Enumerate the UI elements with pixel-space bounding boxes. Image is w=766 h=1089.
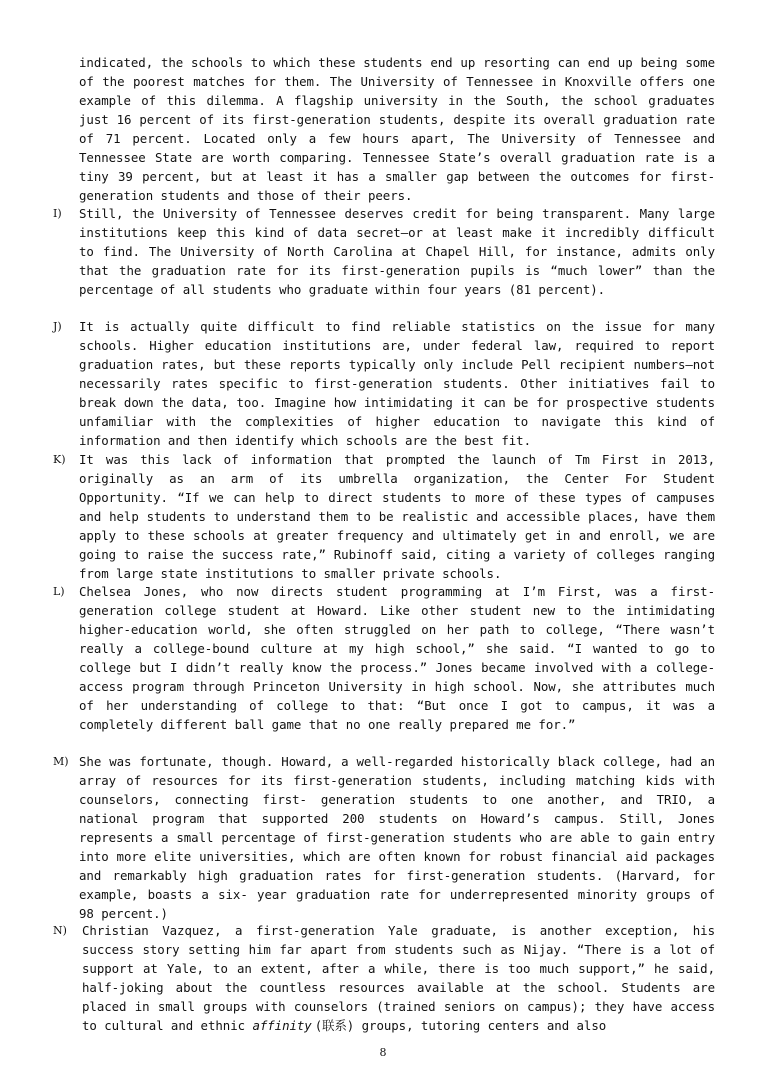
paragraph-j: It is actually quite difficult to find reliable statistics on the issue for many schools. Higher education institutions are, under federal law, required to report graduation rates, but these reports typically only include Pell recipient numbers—not necessarily rates specific to first-generation students. Other initiatives fail to break down the data, too. Imagine how intimidating it can be for prospective students unfamiliar with the complexities of higher education to navigate this kind of information and then identify which schools are the best fit. [79, 319, 715, 448]
paragraph-m: She was fortunate, though. Howard, a well-regarded historically black college, had an array of resources for its first-generation students, including matching kids with counselors, connecting first- generation students to one another, and TRIO, a national program that supported 200 students on Howard’s campus. Still, Jones represents a small percentage of first-generation students who are able to gain entry into more elite universities, which are often known for robust financial aid packages and remarkably high graduation rates for first-generation students. (Harvard, for example, boasts a six- year graduation rate for underrepresented minority groups of 98 percent.) [79, 754, 715, 921]
paragraph-n [82, 922, 715, 1036]
paragraph-letter-j: J) [53, 320, 62, 333]
paragraph-letter-l: L) [53, 585, 65, 598]
paragraph-n-text-before: Christian Vazquez, a first-generation Yale graduate, is another exception, his success story setting him far apart from students such as Nijay. “There is a lot of support at Yale, to an extent, after a while, there is too much support,” he said, half-joking about the countless resources available at the school. Students are placed in small groups with counselors (trained seniors on campus); they have access to cultural and ethnic [82, 923, 715, 1033]
paragraph-letter-m: M) [53, 755, 69, 768]
paragraph-letter-n: N) [53, 924, 67, 937]
paragraph-i: Still, the University of Tennessee deserves credit for being transparent. Many large institutions keep this kind of data secret—or at least make it incredibly difficult to find. The University of North Carolina at Chapel Hill, for instance, admits only that the graduation rate for its first-generation pupils is “much lower” than the percentage of all students who graduate within four years (81 percent). [79, 206, 715, 297]
paragraph-n-italic-word: affinity [252, 1017, 312, 1033]
paragraph-letter-k: K) [53, 453, 66, 466]
paragraph-l: Chelsea Jones, who now directs student programming at I’m First, was a first-generation college student at Howard. Like other student new to the intimidating higher-education world, she often struggled on her path to college, “There wasn’t really a college-bound culture at my high school,” she said. “I wanted to go to college but I didn’t really know the process.” Jones became involved with a college-access program through Princeton University in high school. Now, she attributes much of her understanding of college to that: “But once I got to campus, it was a completely different ball game that no one really prepared me for.” [79, 584, 715, 732]
paragraph-continuation: indicated, the schools to which these students end up resorting can end up being some of the poorest matches for them. The University of Tennessee in Knoxville offers one example of this dilemma. A flagship university in the South, the school graduates just 16 percent of its first-generation students, despite its overall graduation rate of 71 percent. Located only a few hours apart, The University of Tennessee and Tennessee State are worth comparing. Tennessee State’s overall graduation rate is a tiny 39 percent, but at least it has a smaller gap between the outcomes for first-generation students and those of their peers. [79, 55, 715, 203]
page-number: 8 [379, 1046, 387, 1059]
paragraph-n-text-after: (联系) groups, tutoring centers and also [314, 1017, 607, 1033]
paragraph-letter-i: I) [53, 207, 62, 220]
paragraph-k: It was this lack of information that prompted the launch of Tm First in 2013, originally as an arm of its umbrella organization, the Center For Student Opportunity. “If we can help to direct students to more of these types of campuses and help students to understand them to be realistic and accessible places, have them apply to these schools at greater frequency and ultimately get in and enroll, we are going to raise the success rate,” Rubinoff said, citing a variety of colleges ranging from large state institutions to smaller private schools. [79, 452, 715, 581]
